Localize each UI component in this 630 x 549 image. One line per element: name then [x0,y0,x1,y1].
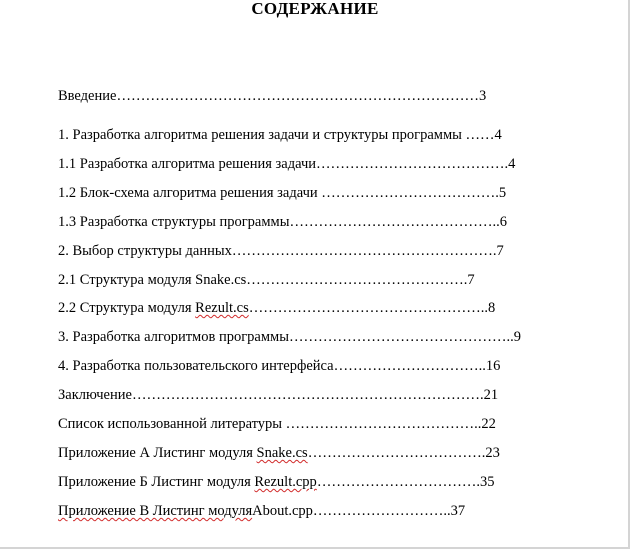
toc-entry [58,386,498,404]
toc-entry [58,242,504,260]
toc-entry [58,87,486,105]
toc-page-number: 16 [485,358,501,374]
toc-page-number: 23 [485,445,500,461]
toc-entry [58,502,465,520]
toc-entry [58,357,500,375]
toc-leader-dots: ………………………………………………………………. [131,387,484,403]
toc-entry-label: Введение [58,88,117,104]
toc-leader-dots: ………………………………. [307,445,486,461]
toc-entry-label: Приложение А Листинг модуля [58,445,257,461]
toc-page-number: 7 [467,272,475,288]
toc-entry-label: 1. Разработка алгоритма решения задачи и структуры программы [58,127,462,143]
toc-leader-dots: ……………………………. [316,474,480,490]
toc-page-number: 7 [496,243,504,259]
toc-entry-label: Приложение Б Листинг модуля [58,474,255,490]
toc-page-number: 21 [483,387,499,403]
toc-entry-label: Приложение В Листинг модуля [58,503,253,519]
toc-entry [58,184,506,202]
toc-entry-label: 2.1 Структура модуля [58,272,196,288]
toc-entry-filename: Rezult.cs [195,300,249,316]
toc-entry-filename: Snake.cs [256,445,308,461]
toc-leader-dots: ………………………………………. [246,272,468,288]
toc-page-number: 35 [479,474,495,490]
toc-entry [58,271,475,289]
toc-entry [58,126,502,144]
toc-leader-dots: ………………………….. [333,358,486,374]
toc-entry-label: 3. Разработка алгоритмов программы [58,329,289,345]
toc-entry-filename: About.cpp [252,503,313,519]
toc-leader-dots: ………………………………………………………………… [116,88,479,104]
toc-entry [58,444,500,462]
toc-page-number: 37 [450,503,466,519]
toc-page-number: 22 [481,416,496,432]
toc-leader-dots: …………………………………….. [289,214,500,230]
toc-entry-label: 1.2 Блок-схема алгоритма решения задачи [58,185,318,201]
toc-entry-label: Список использованной литературы [58,416,283,432]
toc-entry [58,415,496,433]
toc-page-number: 6 [499,214,507,230]
toc-entry-filename: Rezult.cpp [254,474,317,490]
toc-entry-label: 1.3 Разработка структуры программы [58,214,290,230]
toc-leader-dots: ………………………………….. [282,416,482,432]
toc-entry-label: 4. Разработка пользовательского интерфейса [58,358,334,374]
toc-entry [58,155,515,173]
toc-entry [58,299,495,317]
toc-entry [58,328,521,346]
toc-page-number: 5 [498,185,507,201]
toc-entry-label: 2.2 Структура модуля [58,300,196,316]
toc-leader-dots: …………………………………. [316,156,509,172]
toc-page-number: 8 [487,300,496,316]
toc-page-number: 3 [478,88,487,104]
toc-entry [58,473,494,491]
toc-page-number: 9 [513,329,521,345]
toc-entry-label: 1.1 Разработка алгоритма решения задачи [58,156,316,172]
toc-entry-label: Заключение [58,387,132,403]
toc-leader-dots: ……………………….. [312,503,451,519]
toc-leader-dots: …… [461,127,495,143]
document-title: СОДЕРЖАНИЕ [251,0,379,18]
toc-entry-filename: Snake.cs [195,272,247,288]
toc-leader-dots: ………………………………………………. [231,243,497,259]
toc-page-number: 4 [508,156,516,172]
toc-page-number: 4 [494,127,502,143]
toc-leader-dots: ………………………………. [317,185,499,201]
toc-entry [58,213,507,231]
toc-leader-dots: ……………………………………….. [288,329,514,345]
toc-leader-dots: ………………………………………….. [248,300,488,316]
toc-entry-label: 2. Выбор структуры данных [58,243,232,259]
